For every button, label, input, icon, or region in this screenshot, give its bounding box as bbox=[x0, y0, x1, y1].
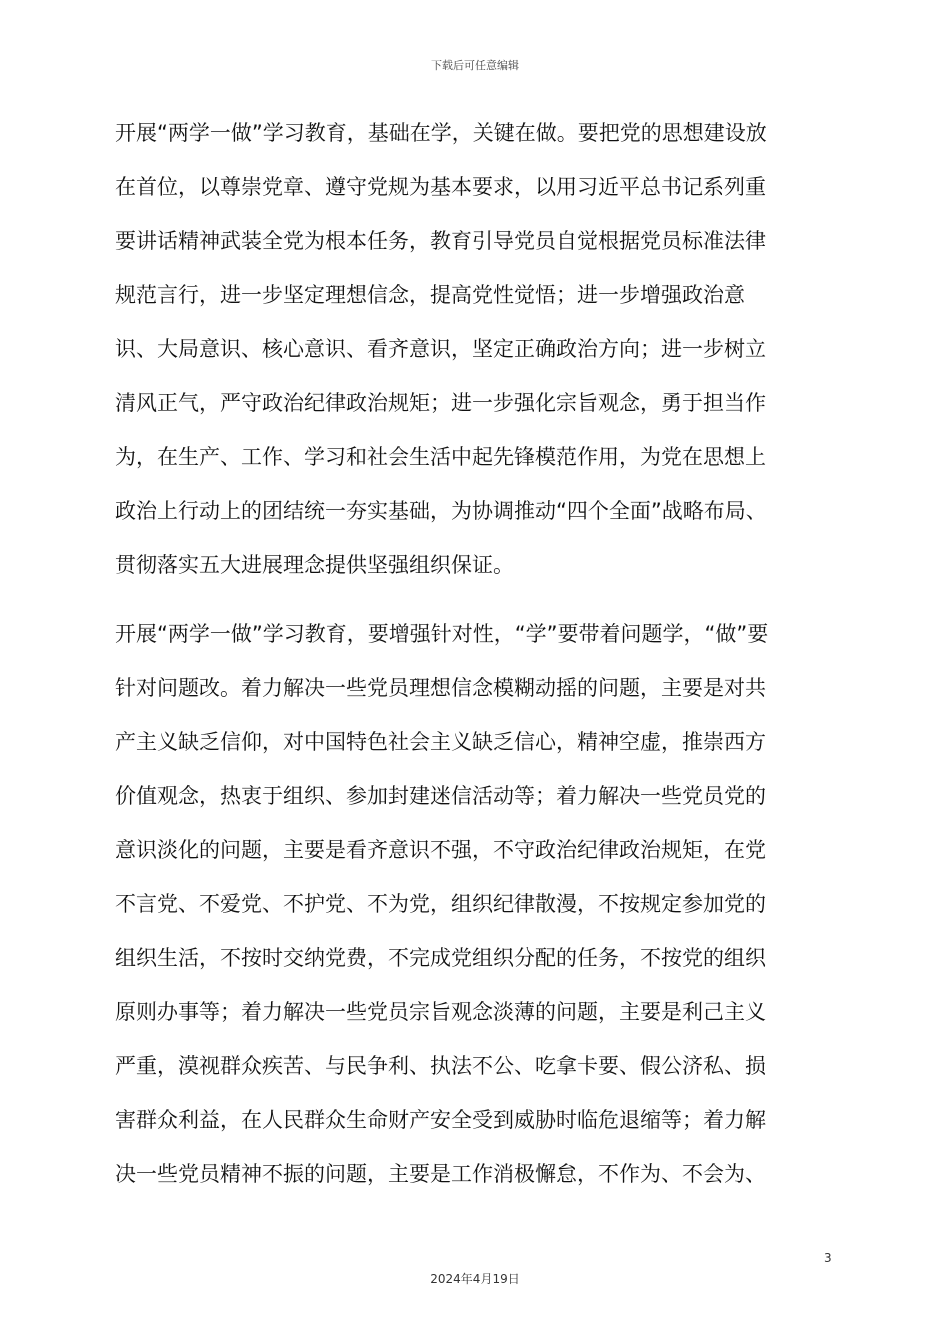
text-line: 在首位，以尊崇党章、遵守党规为基本要求，以用习近平总书记系列重 bbox=[115, 175, 766, 199]
text-line: 产主义缺乏信仰，对中国特色社会主义缺乏信心，精神空虚，推崇西方 bbox=[115, 730, 766, 754]
text-line: 价值观念，热衷于组织、参加封建迷信活动等；着力解决一些党员党的 bbox=[115, 784, 766, 808]
text-line: 要讲话精神武装全党为根本任务，教育引导党员自觉根据党员标准法律 bbox=[115, 229, 766, 253]
text-line: 清风正气，严守政治纪律政治规矩；进一步强化宗旨观念，勇于担当作 bbox=[115, 391, 766, 415]
text-line: 原则办事等；着力解决一些党员宗旨观念淡薄的问题，主要是利己主义 bbox=[115, 1000, 766, 1024]
text-line: 政治上行动上的团结统一夯实基础，为协调推动“四个全面”战略布局、 bbox=[115, 499, 767, 523]
text-line: 开展“两学一做”学习教育，要增强针对性，“学”要带着问题学，“做”要 bbox=[115, 622, 769, 646]
text-line: 不言党、不爱党、不护党、不为党，组织纪律散漫，不按规定参加党的 bbox=[115, 892, 766, 916]
text-line: 意识淡化的问题，主要是看齐意识不强，不守政治纪律政治规矩，在党 bbox=[115, 838, 766, 862]
text-line: 组织生活，不按时交纳党费，不完成党组织分配的任务，不按党的组织 bbox=[115, 946, 766, 970]
text-line: 开展“两学一做”学习教育，基础在学，关键在做。要把党的思想建设放 bbox=[115, 121, 767, 145]
text-line: 针对问题改。着力解决一些党员理想信念模糊动摇的问题，主要是对共 bbox=[115, 676, 766, 700]
text-line: 害群众利益，在人民群众生命财产安全受到威胁时临危退缩等；着力解 bbox=[115, 1108, 766, 1132]
page-header: 下载后可任意编辑 bbox=[431, 59, 519, 72]
text-line: 贯彻落实五大进展理念提供坚强组织保证。 bbox=[115, 553, 514, 577]
page-number: 3 bbox=[824, 1251, 832, 1265]
footer-date: 2024年4月19日 bbox=[430, 1272, 520, 1286]
text-line: 为，在生产、工作、学习和社会生活中起先锋模范作用，为党在思想上 bbox=[115, 445, 766, 469]
text-line: 决一些党员精神不振的问题，主要是工作消极懈怠，不作为、不会为、 bbox=[115, 1162, 766, 1186]
text-line: 规范言行，进一步坚定理想信念，提高党性觉悟；进一步增强政治意 bbox=[115, 283, 745, 307]
text-line: 严重，漠视群众疾苦、与民争利、执法不公、吃拿卡要、假公济私、损 bbox=[115, 1054, 766, 1078]
text-line: 识、大局意识、核心意识、看齐意识，坚定正确政治方向；进一步树立 bbox=[115, 337, 766, 361]
